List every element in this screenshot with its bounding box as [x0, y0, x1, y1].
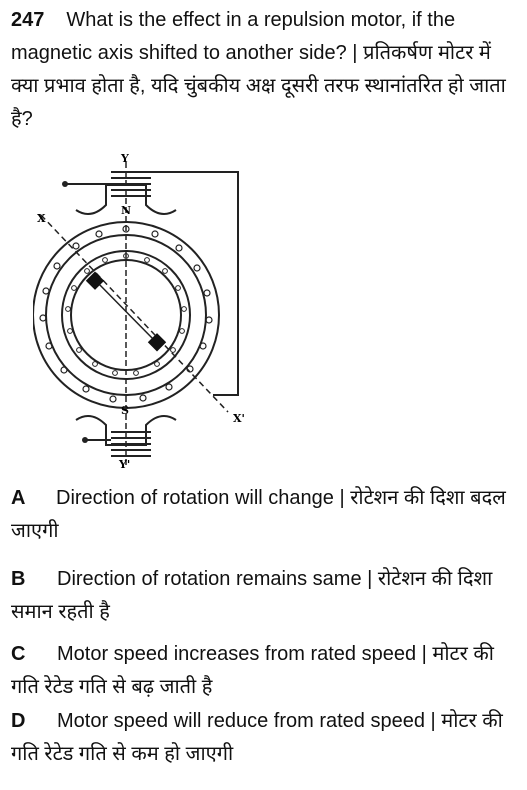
- question-text-english: What is the effect in a repulsion motor, if the magnetic axis shifted to another side? |: [11, 9, 456, 64]
- label-north: N: [121, 204, 132, 217]
- option-b-letter: B: [11, 568, 26, 590]
- field-connecting-wire: [151, 172, 238, 395]
- option-a-text-english: Direction of rotation will change |: [56, 487, 345, 509]
- option-a-letter: A: [11, 487, 26, 509]
- label-y-top: Y: [121, 152, 129, 165]
- option-b[interactable]: [11, 563, 523, 629]
- label-south: S: [121, 404, 129, 417]
- option-d[interactable]: [11, 705, 523, 771]
- option-d-text-english: Motor speed will reduce from rated speed |: [57, 710, 436, 732]
- question-block: [11, 4, 523, 136]
- option-b-text-english: Direction of rotation remains same |: [57, 568, 373, 590]
- option-d-text-hindi: मोटर की गति रेटेड गति से कम हो जाएगी: [11, 710, 503, 765]
- option-b-text-hindi: रोटेशन की दिशा समान रहती है: [11, 568, 493, 623]
- motor-diagram-svg: [33, 150, 265, 475]
- brush-axis-line: [41, 215, 228, 412]
- option-a[interactable]: [11, 482, 523, 548]
- option-c-text-english: Motor speed increases from rated speed |: [57, 643, 427, 665]
- label-x-right: X': [233, 412, 245, 425]
- option-c-text-hindi: मोटर की गति रेटेड गति से बढ़ जाती है: [11, 643, 494, 698]
- supply-terminal-top: [62, 181, 68, 187]
- option-d-letter: D: [11, 710, 26, 732]
- supply-terminal-bottom: [82, 437, 88, 443]
- label-x-left: X: [37, 212, 46, 225]
- option-c[interactable]: [11, 638, 523, 704]
- option-a-text-hindi: रोटेशन की दिशा बदल जाएगी: [11, 487, 506, 542]
- question-text-hindi: प्रतिकर्षण मोटर में क्या प्रभाव होता है, यदि चुंबकीय अक्ष दूसरी तरफ स्थानांतरित हो जाता है?: [11, 42, 506, 130]
- label-y-bottom: Y': [119, 458, 131, 471]
- option-c-letter: C: [11, 643, 26, 665]
- question-number: 247: [11, 9, 45, 31]
- repulsion-motor-diagram: [33, 150, 265, 475]
